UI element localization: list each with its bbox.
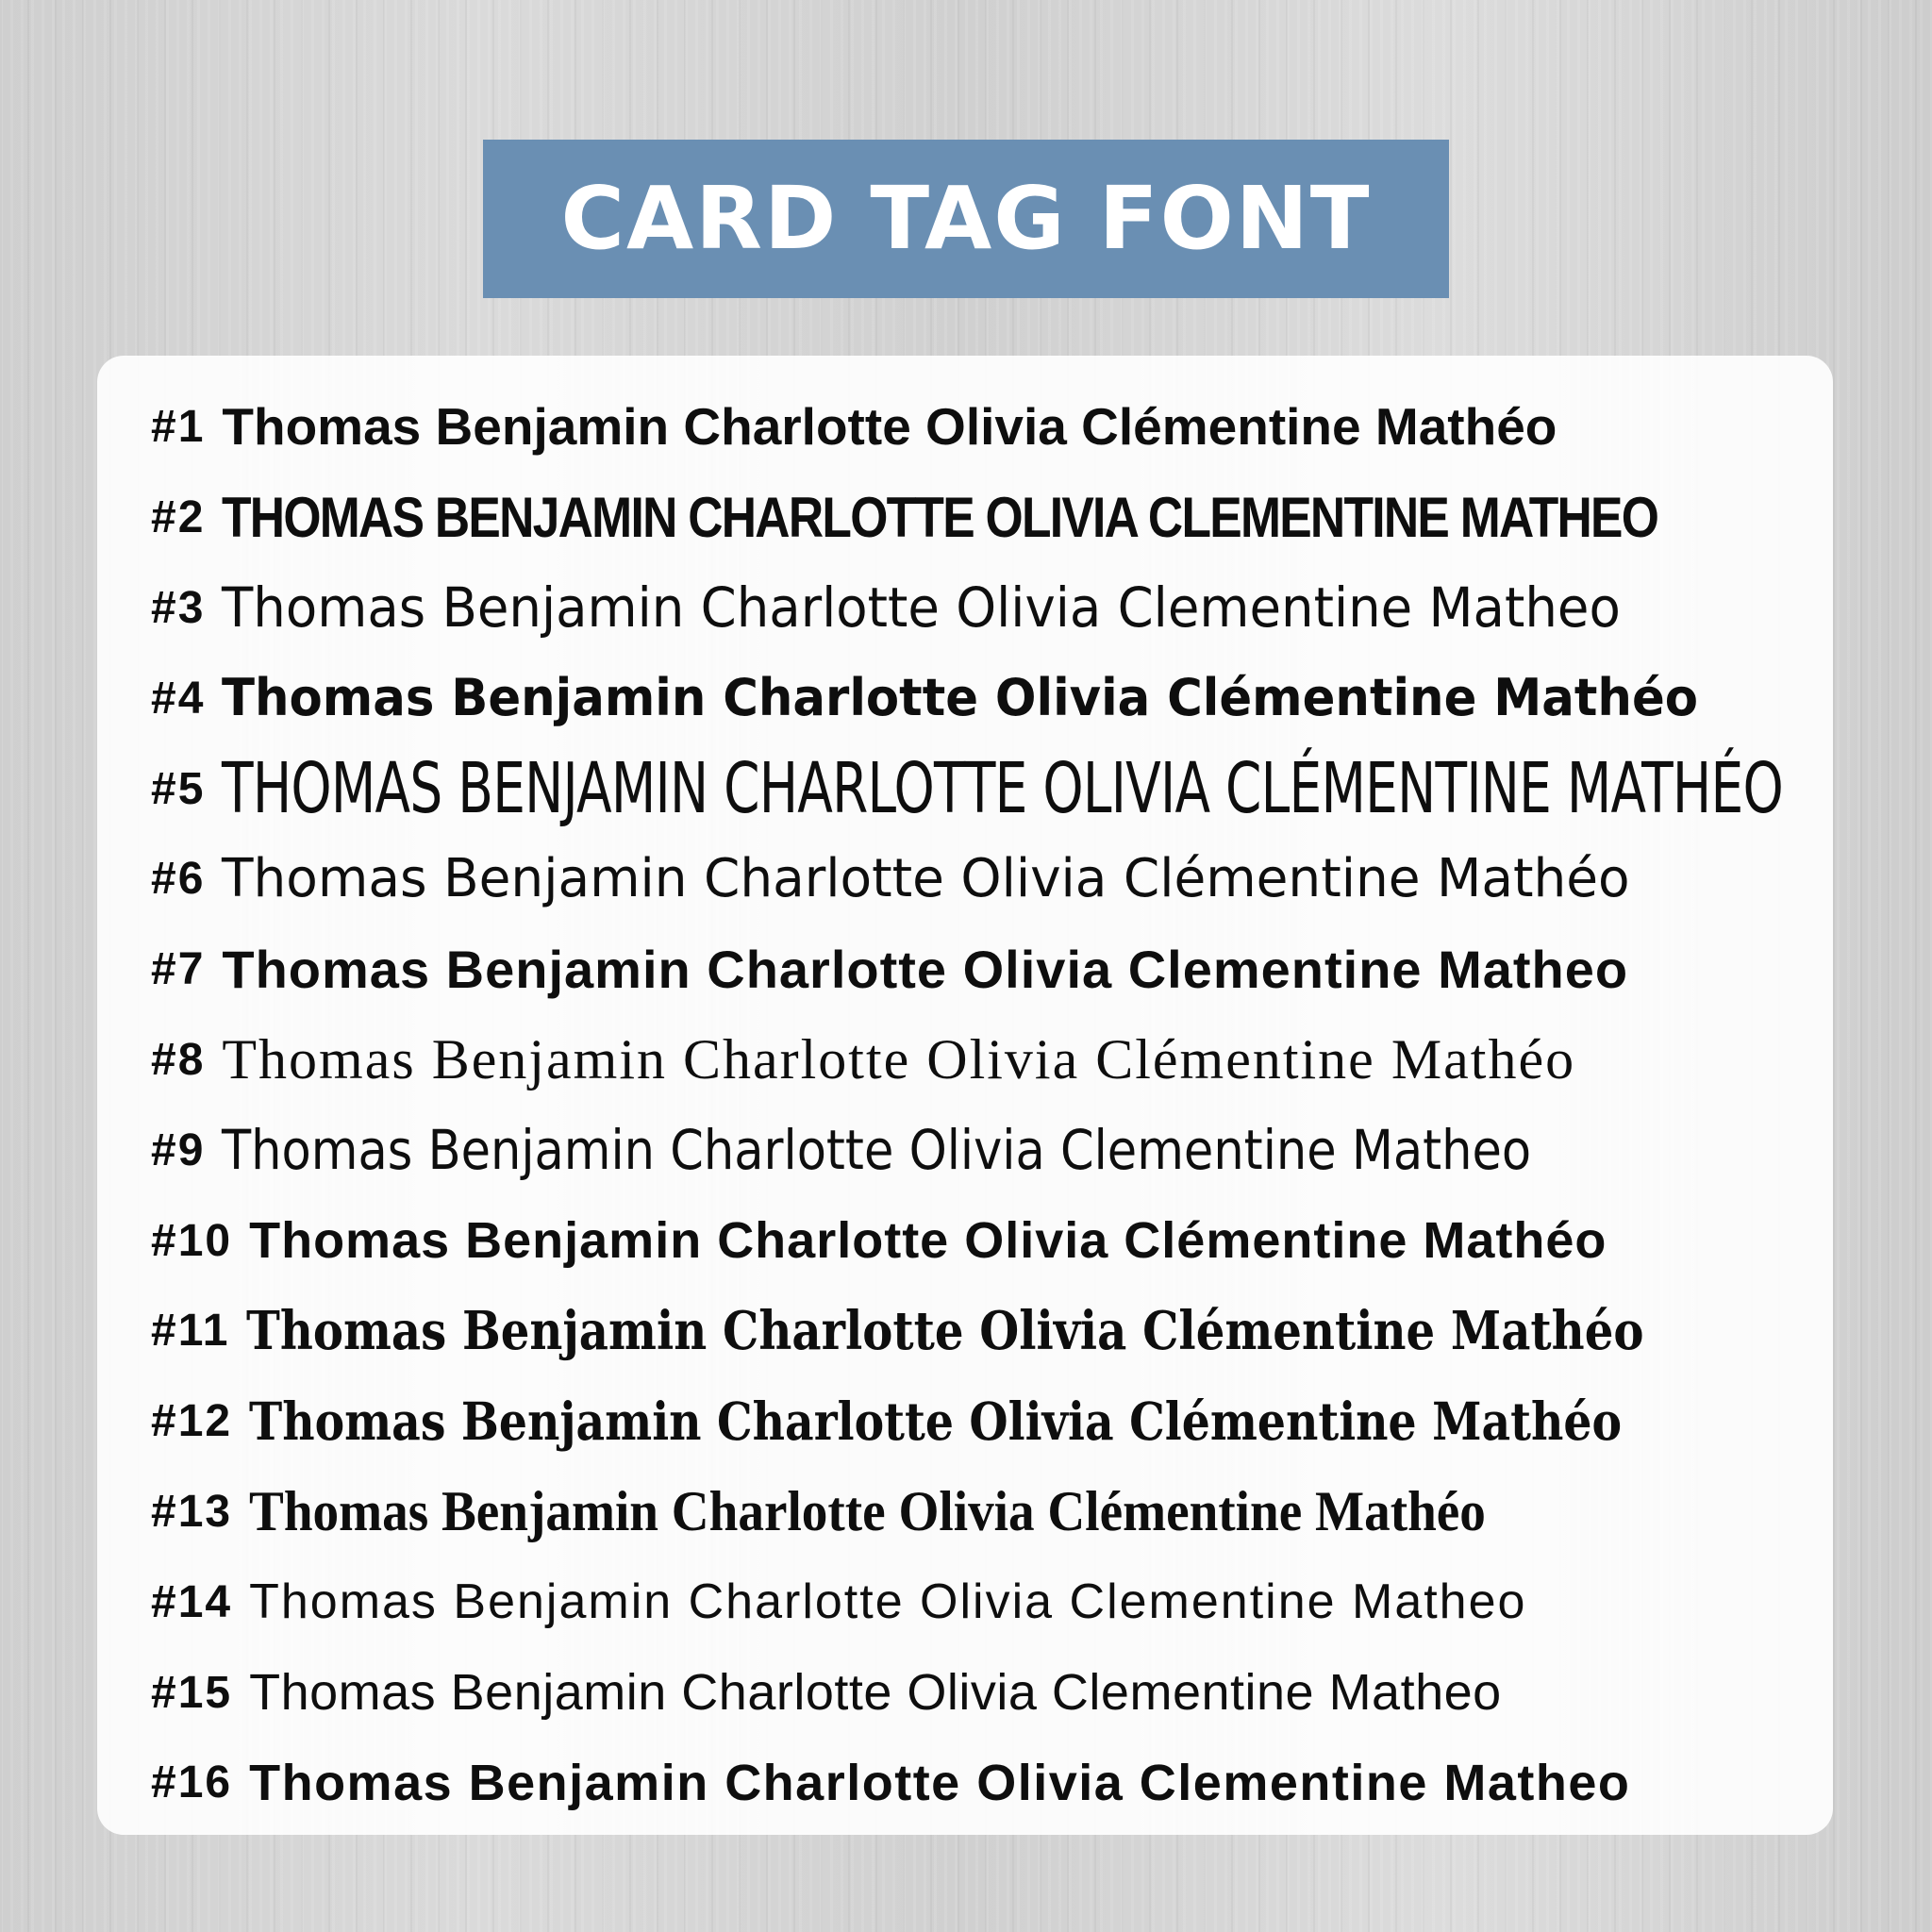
font-sample-text: Thomas Benjamin Charlotte Olivia Clementine Matheo — [222, 939, 1629, 999]
font-sample-text: Thomas Benjamin Charlotte Olivia Clémentine Mathéo — [222, 397, 1557, 457]
font-sample-row-16 — [151, 1738, 1792, 1828]
font-sample-row-4 — [151, 653, 1792, 743]
font-sample-text: Thomas Benjamin Charlotte Olivia Clementine Matheo — [249, 1574, 1527, 1630]
font-number: #16 — [151, 1757, 233, 1808]
font-sample-row-2 — [151, 473, 1792, 563]
font-sample-row-11 — [151, 1286, 1792, 1376]
font-number: #3 — [151, 582, 206, 633]
font-sample-row-9 — [151, 1105, 1792, 1195]
font-sample-row-15 — [151, 1647, 1792, 1738]
font-sample-text: Thomas Benjamin Charlotte Olivia Clémentine Mathéo — [222, 847, 1630, 909]
font-sample-row-6 — [151, 834, 1792, 924]
font-number: #10 — [151, 1215, 233, 1266]
font-samples-list — [151, 382, 1792, 1828]
font-sample-row-10 — [151, 1195, 1792, 1286]
font-number: #14 — [151, 1576, 233, 1627]
font-sample-row-8 — [151, 1015, 1792, 1106]
font-sample-text: Thomas Benjamin Charlotte Olivia Clémentine Mathéo — [249, 1212, 1607, 1270]
title-banner — [483, 140, 1449, 298]
font-sample-text: Thomas Benjamin Charlotte Olivia Clementine Matheo — [222, 575, 1622, 641]
font-number: #5 — [151, 763, 206, 814]
font-number: #8 — [151, 1034, 206, 1085]
font-sample-text: Thomas Benjamin Charlotte Olivia Clémentine Mathéo — [246, 1299, 1644, 1362]
font-sample-row-5 — [151, 743, 1792, 834]
font-sample-text: Thomas Benjamin Charlotte Olivia Clementine Matheo — [249, 1664, 1502, 1722]
font-number: #2 — [151, 492, 206, 543]
font-sample-text: THOMAS BENJAMIN CHARLOTTE OLIVIA CLEMENTINE MATHEO — [222, 485, 1658, 549]
font-sample-row-1 — [151, 382, 1792, 473]
font-sample-row-13 — [151, 1467, 1792, 1557]
font-number: #1 — [151, 402, 206, 453]
font-sample-text: Thomas Benjamin Charlotte Olivia Clémentine Mathéo — [249, 1480, 1486, 1543]
font-number: #9 — [151, 1124, 206, 1175]
font-number: #6 — [151, 854, 206, 905]
font-number: #11 — [151, 1306, 230, 1357]
font-number: #13 — [151, 1486, 233, 1537]
font-sample-text: Thomas Benjamin Charlotte Olivia Clémentine Mathéo — [222, 1028, 1576, 1091]
page-title: CARD TAG FONT — [560, 168, 1372, 269]
font-sample-row-3 — [151, 563, 1792, 654]
font-sample-text: Thomas Benjamin Charlotte Olivia Clementine Matheo — [249, 1754, 1631, 1811]
font-number: #12 — [151, 1396, 233, 1447]
font-sample-row-12 — [151, 1376, 1792, 1467]
font-sample-text: Thomas Benjamin Charlotte Olivia Clémentine Mathéo — [249, 1391, 1623, 1453]
font-sample-text: Thomas Benjamin Charlotte Olivia Clémentine Mathéo — [222, 668, 1699, 728]
font-number: #15 — [151, 1667, 233, 1718]
font-number: #4 — [151, 673, 206, 724]
font-sample-row-7 — [151, 924, 1792, 1015]
font-sample-row-14 — [151, 1557, 1792, 1647]
font-sample-text: Thomas Benjamin Charlotte Olivia Clementine Matheo — [222, 1118, 1532, 1183]
font-sample-text: THOMAS BENJAMIN CHARLOTTE OLIVIA CLÉMENTINE MATHÉO — [222, 748, 1784, 830]
font-number: #7 — [151, 944, 206, 995]
